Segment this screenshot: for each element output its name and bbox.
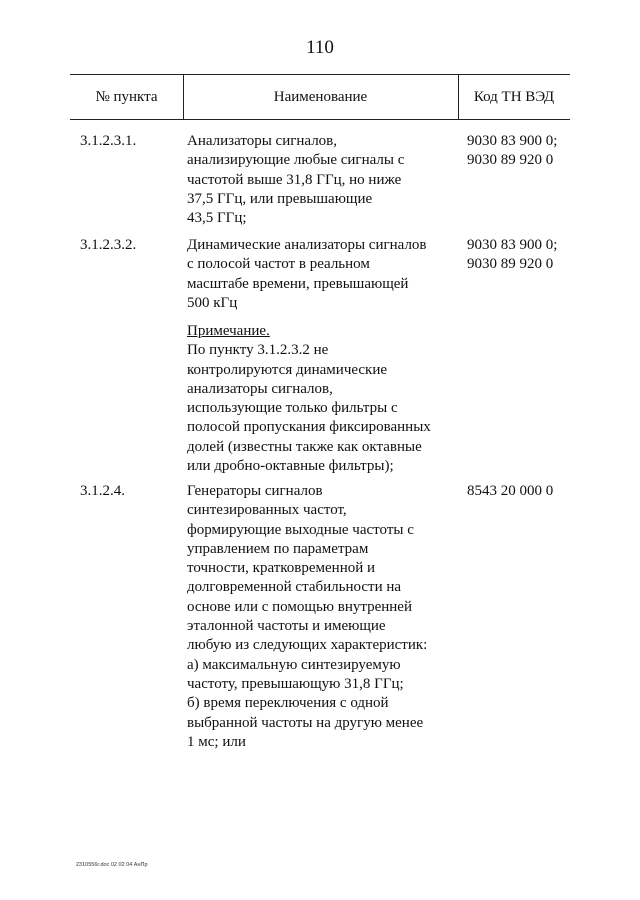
header-name: Наименование xyxy=(273,89,368,105)
note-line: использующие только фильтры с xyxy=(187,400,398,417)
header-code: Код ТН ВЭД xyxy=(473,89,555,105)
name-line: 1 мс; или xyxy=(187,733,246,750)
row-name xyxy=(187,236,462,313)
name-line: управлением по параметрам xyxy=(187,540,369,557)
note-line: анализаторы сигналов, xyxy=(187,380,333,397)
code-line: 9030 83 900 0; xyxy=(467,133,558,149)
note-line: По пункту 3.1.2.3.2 не xyxy=(187,342,329,359)
name-line: основе или с помощью внутренней xyxy=(187,598,412,615)
name-line: синтезированных частот, xyxy=(187,502,347,519)
row-number: 3.1.2.3.1. xyxy=(80,133,137,149)
header-item-number: № пункта xyxy=(95,89,158,105)
code-line: 9030 89 920 0 xyxy=(467,152,554,169)
name-line: частоту, превышающую 31,8 ГГц; xyxy=(187,675,404,692)
name-line: выбранной частоты на другую менее xyxy=(187,714,424,731)
name-line: Анализаторы сигналов, xyxy=(187,133,338,149)
name-line: 500 кГц xyxy=(187,294,238,311)
code-line: 9030 89 920 0 xyxy=(467,256,554,273)
name-line: с полосой частот в реальном xyxy=(187,256,370,273)
name-line: эталонной частоты и имеющие xyxy=(187,618,386,635)
name-line: формирующие выходные частоты с xyxy=(187,521,414,538)
document-footer: 2310556r.doc 02 02 04 АнПр xyxy=(76,862,148,868)
row-number: 3.1.2.4. xyxy=(80,483,125,499)
name-line: анализирующие любые сигналы с xyxy=(187,152,405,169)
table-header xyxy=(70,74,570,120)
note-body xyxy=(187,322,462,476)
row-code xyxy=(467,482,587,501)
name-line: масштабе времени, превышающей xyxy=(187,275,409,292)
row-number: 3.1.2.3.2. xyxy=(80,237,137,253)
row-name xyxy=(187,482,462,752)
name-line: 43,5 ГГц; xyxy=(187,210,247,227)
name-line: а) максимальную синтезируемую xyxy=(187,656,401,673)
name-line: Генераторы сигналов xyxy=(187,483,323,499)
name-line: любую из следующих характеристик: xyxy=(187,637,428,654)
row-code xyxy=(467,132,587,171)
note-line: контролируются динамические xyxy=(187,361,388,378)
note-line: полосой пропускания фиксированных xyxy=(187,419,431,436)
name-line: точности, кратковременной и xyxy=(187,560,376,577)
code-line: 9030 83 900 0; xyxy=(467,237,558,253)
row-name xyxy=(187,132,462,228)
code-line: 8543 20 000 0 xyxy=(467,483,554,499)
name-line: 37,5 ГГц, или превышающие xyxy=(187,190,373,207)
note-line: или дробно-октавные фильтры); xyxy=(187,458,394,475)
name-line: частотой выше 31,8 ГГц, но ниже xyxy=(187,171,402,188)
note-title: Примечание. xyxy=(187,323,270,339)
page-number: 110 xyxy=(306,37,334,58)
name-line: Динамические анализаторы сигналов xyxy=(187,237,427,253)
row-code xyxy=(467,236,587,275)
name-line: б) время переключения с одной xyxy=(187,695,389,712)
name-line: долговременной стабильности на xyxy=(187,579,402,596)
note-line: долей (известны также как октавные xyxy=(187,438,422,455)
